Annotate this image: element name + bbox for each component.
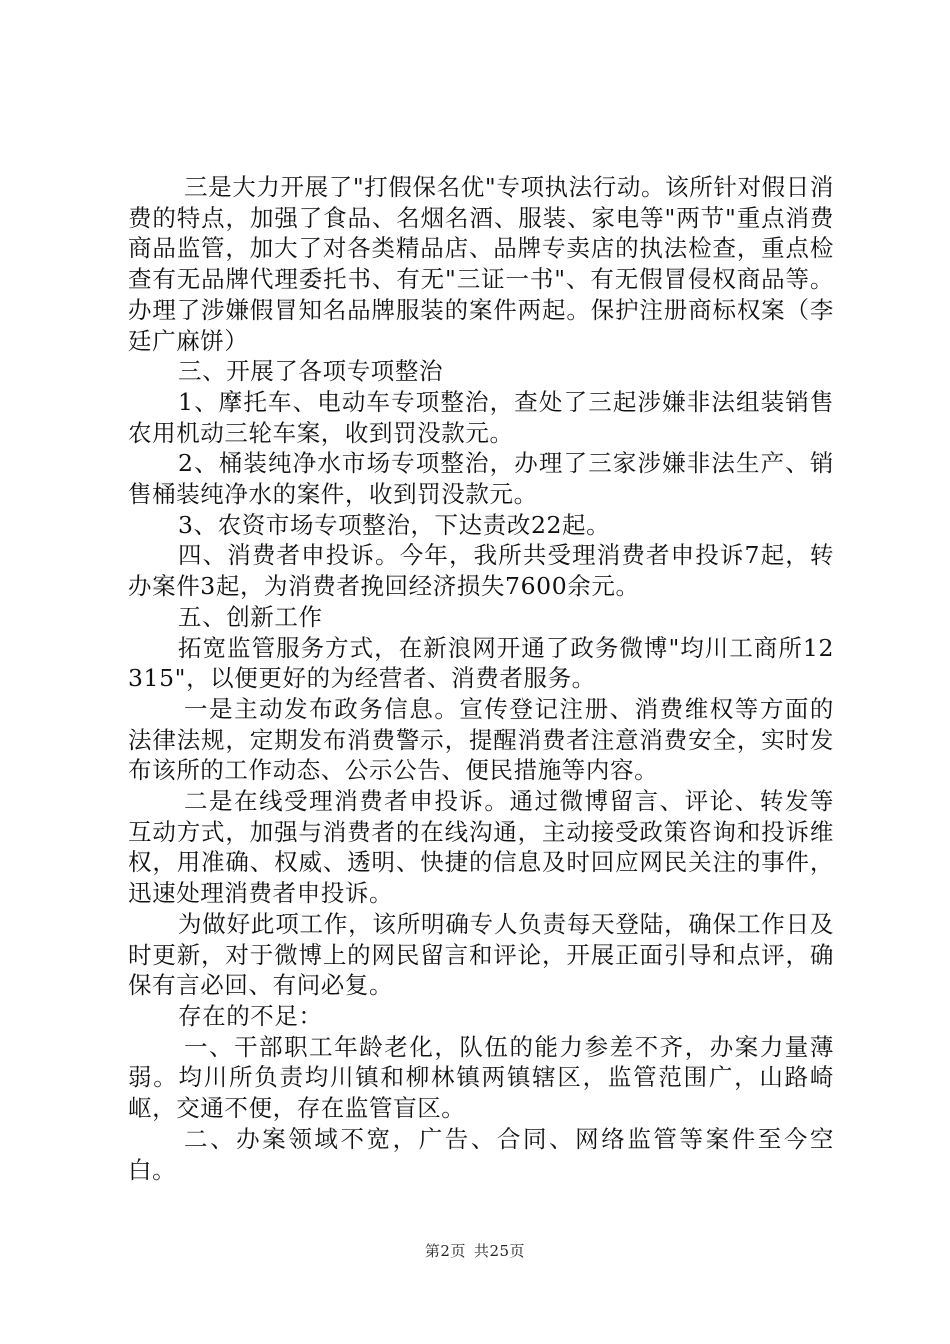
total-pages: 共25页 xyxy=(473,1242,526,1260)
paragraph-crackdown-counterfeit: 三是大力开展了"打假保名优"专项执法行动。该所针对假日消费的特点，加强了食品、名烟名酒、服装、家电等"两节"重点消费商品监管，加大了对各类精品店、品牌专卖店的执法检查，重点检查有无品牌代理委托书、有无"三证一书"、有无假冒侵权商品等。办理了涉嫌假冒知名品牌服装的案件两起。保护注册商标权案（李廷广麻饼） xyxy=(128,173,834,355)
paragraph-shortcoming-cases: 二、办案领域不宽，广告、合同、网络监管等案件至今空白。 xyxy=(128,1124,834,1184)
paragraph-motorcycle-rectification: 1、摩托车、电动车专项整治，查处了三起涉嫌非法组装销售农用机动三轮车案，收到罚没款元。 xyxy=(128,387,834,447)
paragraph-publish-info: 一是主动发布政务信息。宣传登记注册、消费维权等方面的法律法规，定期发布消费警示，提醒消费者注意消费安全，实时发布该所的工作动态、公示公告、便民措施等内容。 xyxy=(128,694,834,785)
paragraph-daily-updates: 为做好此项工作，该所明确专人负责每天登陆，确保工作日及时更新，对于微博上的网民留言和评论，开展正面引导和点评，确保有言必回、有问必复。 xyxy=(128,909,834,1000)
paragraph-consumer-complaints: 四、消费者申投诉。今年，我所共受理消费者申投诉7起，转办案件3起，为消费者挽回经济损失7600余元。 xyxy=(128,541,834,601)
paragraph-weibo-service: 拓宽监管服务方式，在新浪网开通了政务微博"均川工商所12315"，以便更好的为经营者、消费者服务。 xyxy=(128,633,834,693)
heading-special-rectification: 三、开展了各项专项整治 xyxy=(178,357,444,386)
paragraph-online-complaints: 二是在线受理消费者申投诉。通过微博留言、评论、转发等互动方式，加强与消费者的在线沟通，主动接受政策咨询和投诉维权，用准确、权威、透明、快捷的信息及时回应网民关注的事件，迅速处理消费者申投诉。 xyxy=(128,787,834,908)
page-number: 第2页 xyxy=(424,1242,466,1260)
paragraph-agri-market-rectification: 3、农资市场专项整治，下达责改22起。 xyxy=(178,510,611,539)
heading-shortcomings: 存在的不足： xyxy=(178,1001,323,1030)
page-footer xyxy=(0,1241,950,1261)
paragraph-shortcoming-staff: 一、干部职工年龄老化，队伍的能力参差不齐，办案力量薄弱。均川所负责均川镇和柳林镇两镇辖区，监管范围广，山路崎岖，交通不便，存在监管盲区。 xyxy=(128,1032,834,1123)
document-body xyxy=(128,172,834,1185)
paragraph-water-rectification: 2、桶装纯净水市场专项整治，办理了三家涉嫌非法生产、销售桶装纯净水的案件，收到罚没款元。 xyxy=(128,449,834,509)
heading-innovation-work: 五、创新工作 xyxy=(178,602,323,631)
